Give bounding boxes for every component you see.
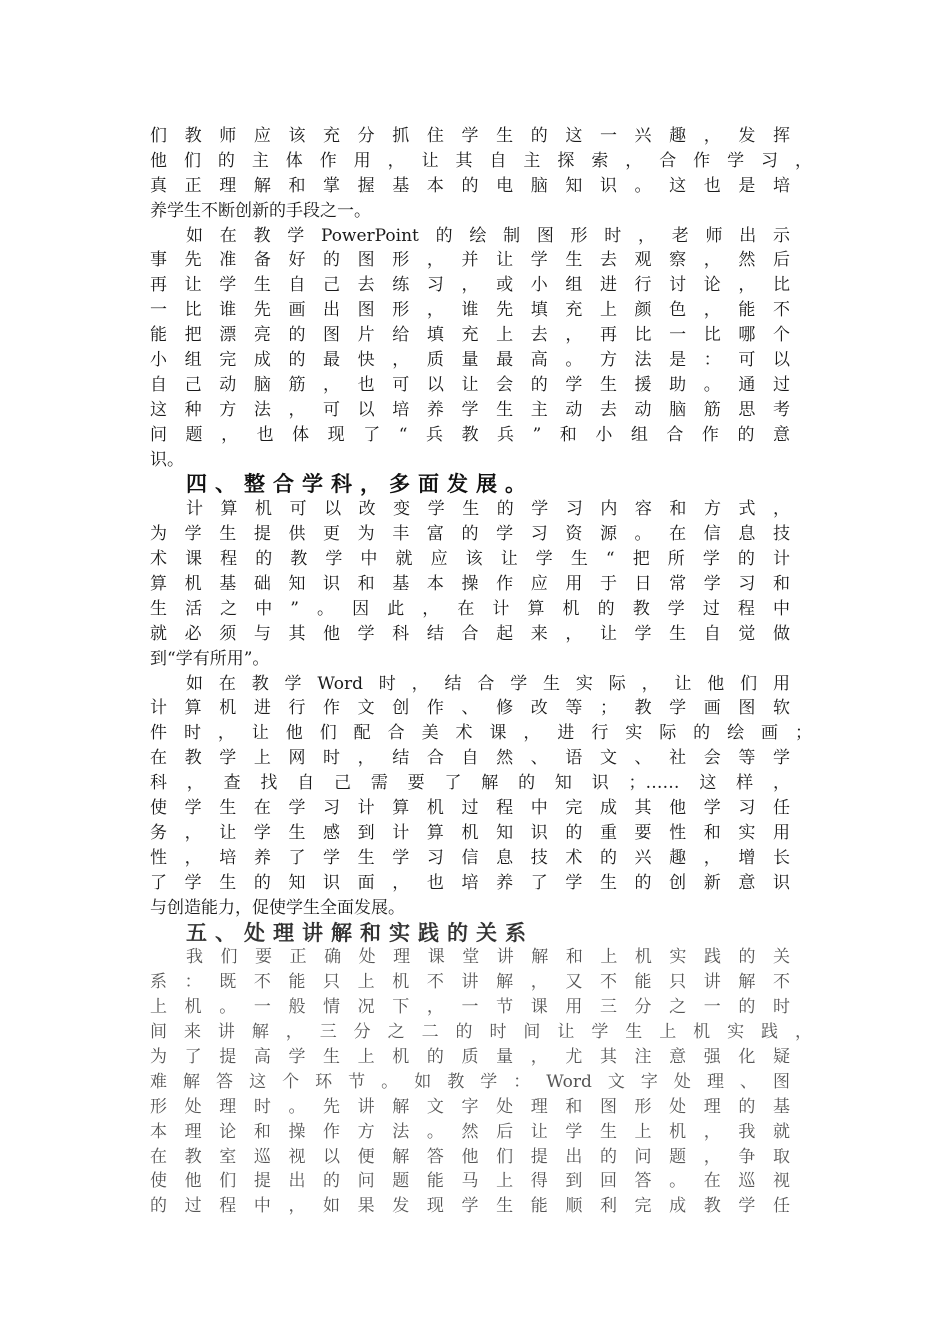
text-line: 真正理解和掌握基本的电脑知识。这也是培 xyxy=(150,175,790,196)
text-line: 务，让学生感到计算机知识的重要性和实用 xyxy=(150,822,790,843)
text-line: 事先准备好的图形，并让学生去观察，然后 xyxy=(150,250,790,271)
text-line: 在教室巡视以便解答他们提出的问题，争取 xyxy=(150,1146,790,1167)
text-line: 这种方法，可以培养学生主动去动脑筋思考 xyxy=(150,399,790,420)
paragraph-continuation xyxy=(150,124,812,224)
text-line: 在教学上网时，结合自然、语文、社会等学 xyxy=(150,748,790,769)
text-line: 使学生在学习计算机过程中完成其他学习任 xyxy=(150,798,790,819)
section-4-heading: 四、整合学科，多面发展。 xyxy=(186,471,534,497)
text-line: 他们的主体作用，让其自主探索，合作学习， xyxy=(150,150,812,171)
text-line: 本理论和操作方法。然后让学生上机，我就 xyxy=(150,1121,790,1142)
text-line: 上机。一般情况下，一节课用三分之一的时 xyxy=(150,997,790,1018)
text-line: 计算机可以改变学生的学习内容和方式， xyxy=(186,499,790,520)
text-line: 系：既不能只上机不讲解，又不能只讲解不 xyxy=(150,972,790,993)
section-4-paragraph-1 xyxy=(150,497,790,671)
text-line: 如在教学PowerPoint的绘制图形时，老师出示 xyxy=(186,225,790,246)
text-line: 科，查找自己需要了解的知识；……这样， xyxy=(150,773,790,794)
text-line: 使他们提出的问题能马上得到回答。在巡视 xyxy=(150,1171,790,1192)
text-line: 间来讲解，三分之二的时间让学生上机实践， xyxy=(150,1022,812,1043)
text-line: 了学生的知识面，也培养了学生的创新意识 xyxy=(150,872,790,893)
text-line: 算机基础知识和基本操作应用于日常学习和 xyxy=(150,574,790,595)
text-line: 问题，也体现了“兵教兵”和小组合作的意 xyxy=(150,424,790,445)
text-line: 就必须与其他学科结合起来，让学生自觉做 xyxy=(150,623,790,644)
text-line: 一比谁先画出图形，谁先填充上颜色，能不 xyxy=(150,300,790,321)
section-4-paragraph-2 xyxy=(150,672,812,921)
text-line: 生活之中”。因此，在计算机的教学过程中 xyxy=(150,598,790,619)
text-line: 小组完成的最快，质量最高。方法是：可以 xyxy=(150,350,790,371)
text-line: 们教师应该充分抓住学生的这一兴趣，发挥 xyxy=(150,126,790,146)
text-line: 形处理时。先讲解文字处理和图形处理的基 xyxy=(150,1096,790,1117)
text-line: 件时，让他们配合美术课，进行实际的绘画； xyxy=(150,723,812,744)
section-5 xyxy=(150,919,812,1220)
text-line: 与创造能力，促使学生全面发展。 xyxy=(150,897,405,918)
text-line: 到“学有所用”。 xyxy=(150,648,270,669)
text-line: 性，培养了学生学习信息技术的兴趣，增长 xyxy=(150,847,790,868)
text-line: 术课程的教学中就应该让学生“把所学的计 xyxy=(150,549,790,570)
text-line: 为学生提供更为丰富的学习资源。在信息技 xyxy=(150,524,790,545)
text-line: 为了提高学生上机的质量，尤其注意强化疑 xyxy=(150,1046,790,1067)
document-body xyxy=(150,124,812,1219)
text-line: 自己动脑筋，也可以让会的学生援助。通过 xyxy=(150,374,790,395)
text-line: 识。 xyxy=(150,449,184,470)
text-line: 养学生不断创新的手段之一。 xyxy=(150,200,371,221)
text-line: 的过程中，如果发现学生能顺利完成教学任 xyxy=(150,1196,790,1217)
text-line: 再让学生自己去练习，或小组进行讨论，比 xyxy=(150,275,790,296)
text-line: 如在教学Word时，结合学生实际，让他们用 xyxy=(186,673,790,694)
section-5-heading: 五、处理讲解和实践的关系 xyxy=(186,919,534,945)
text-line: 难解答这个环节。如教学：Word文字处理、图 xyxy=(150,1071,790,1092)
text-line: 能把漂亮的图片给填充上去，再比一比哪个 xyxy=(150,325,790,346)
text-line: 计算机进行作文创作、修改等；教学画图软 xyxy=(150,698,790,719)
paragraph-powerpoint-example xyxy=(150,224,790,473)
text-line: 我们要正确处理课堂讲解和上机实践的关 xyxy=(186,947,790,968)
